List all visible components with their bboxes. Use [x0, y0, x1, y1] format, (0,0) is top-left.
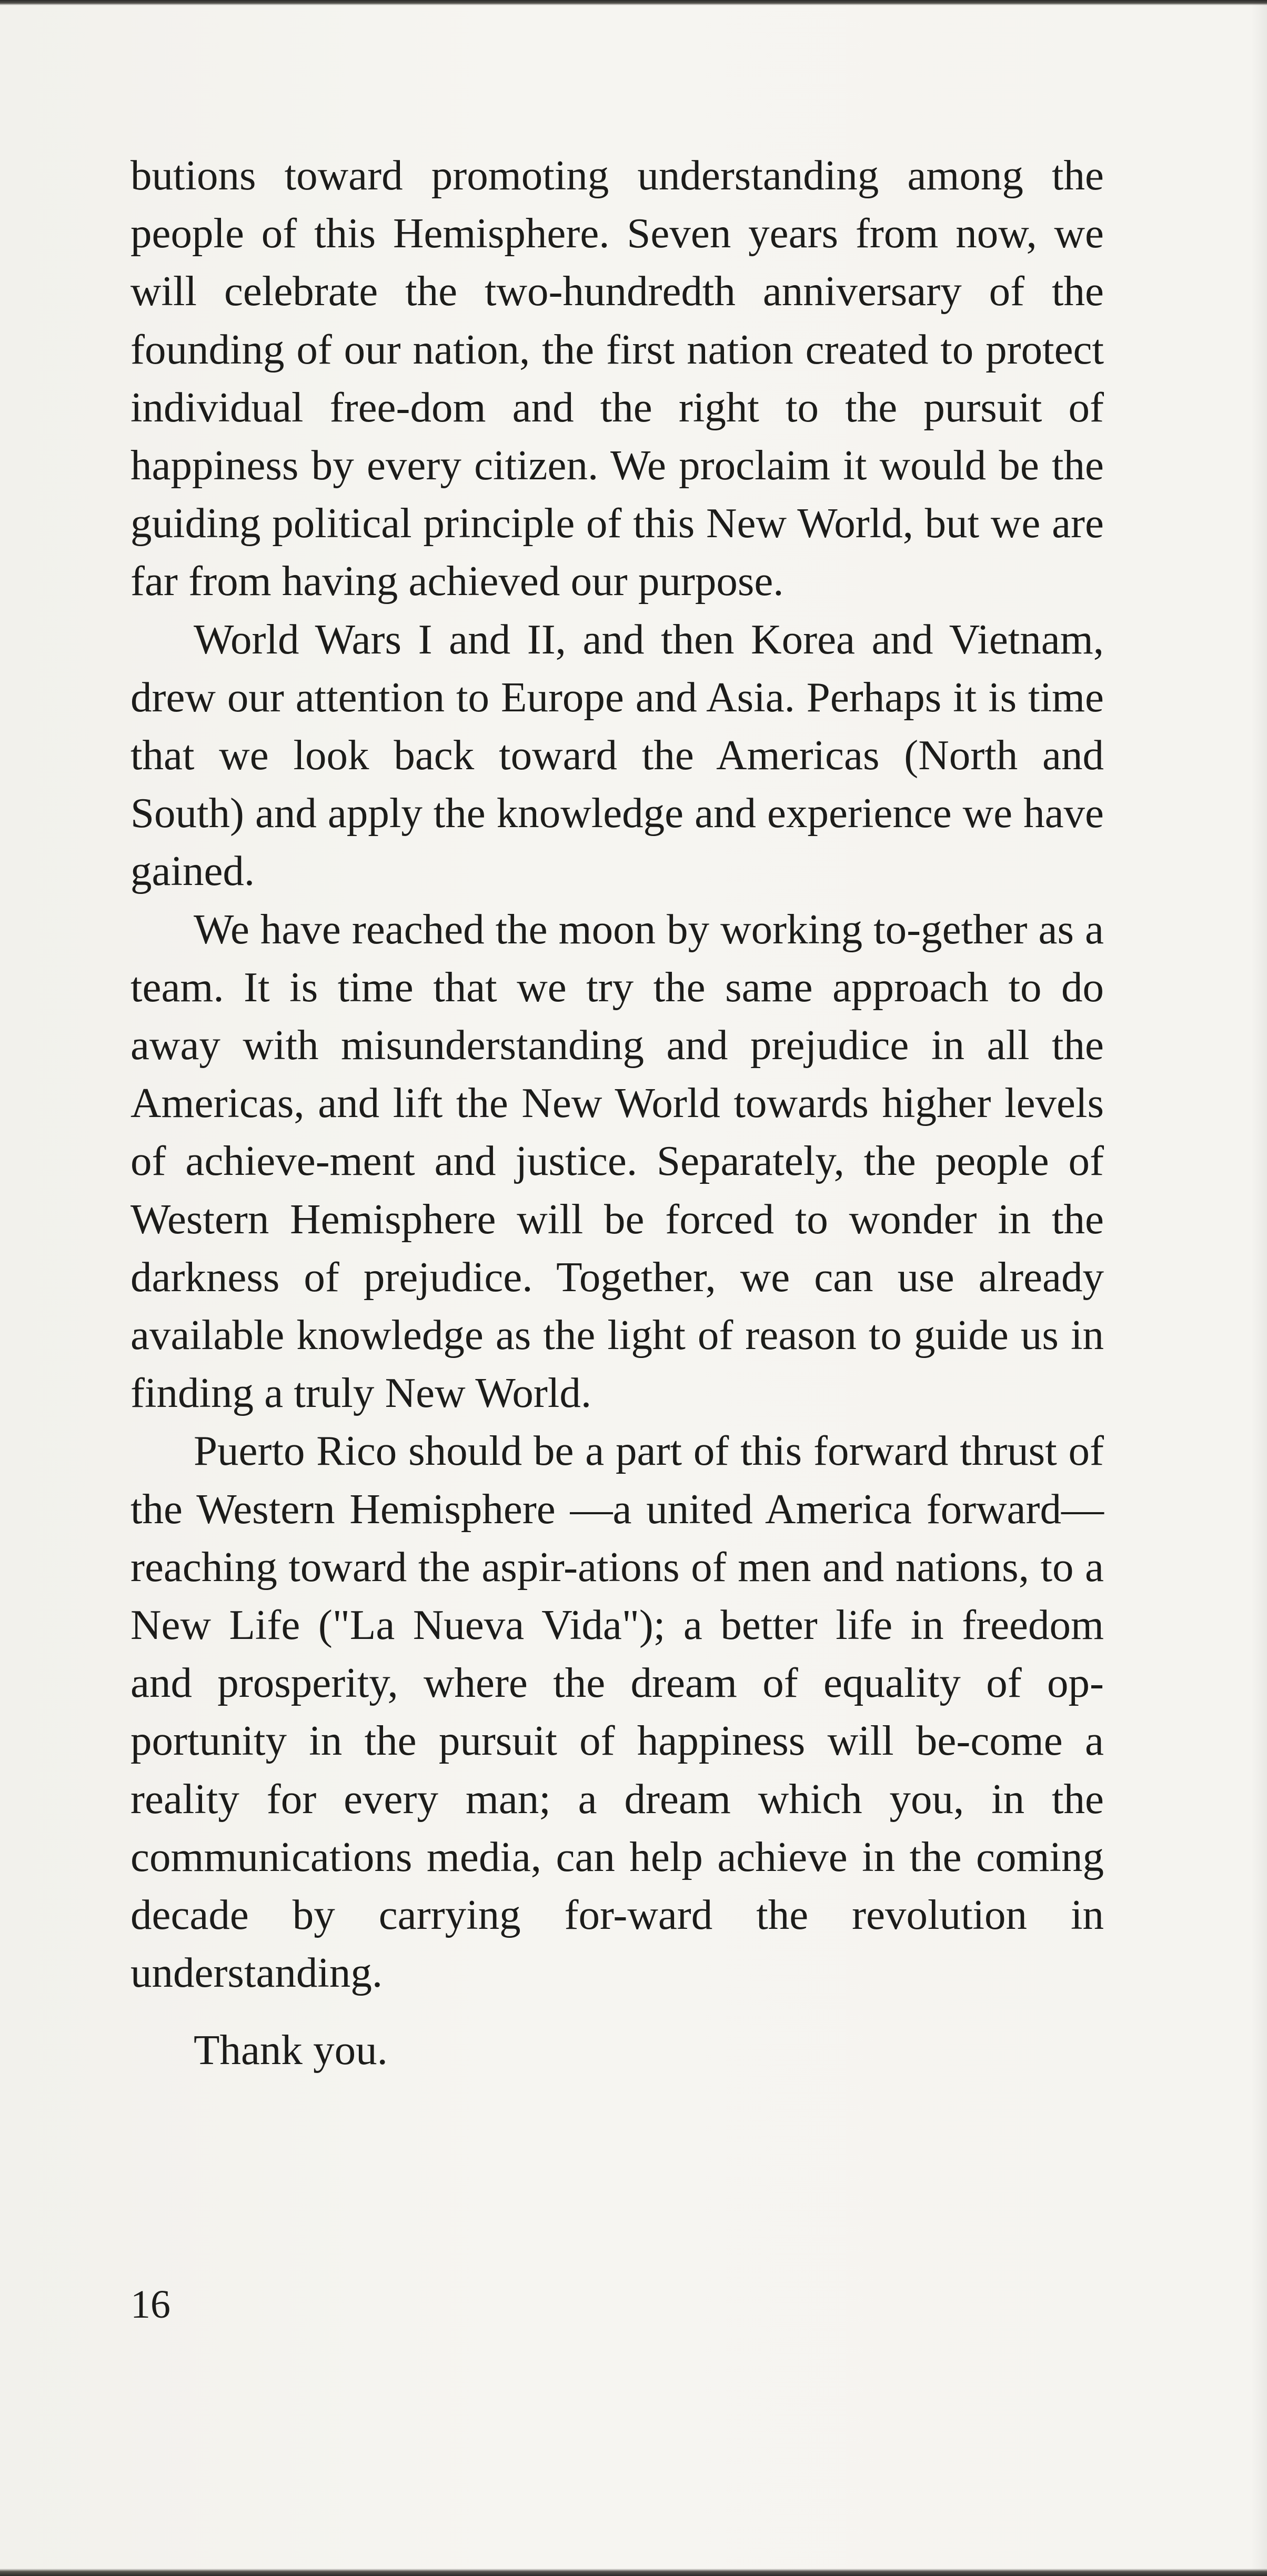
paragraph-1: butions toward promoting understanding among the people of this Hemisphere. Seven years from now, we will celebrate the two-hundredth anniversary of the founding of our nation, the first nation created to protect individual free-dom and the right to the pursuit of happiness by every citizen. We proclaim it would be the guiding political principle of this New World, but we are far from having achieved our purpose.: [130, 152, 1104, 605]
paragraph-3: We have reached the moon by working to-gether as a team. It is time that we try the same approach to do away with misunderstanding and prejudice in all the Americas, and lift the New World towards higher levels of achieve-ment and justice. Separately, the people of Western Hemisphere will be forced to wonder in the darkness of prejudice. Together, we can use already available knowledge as the light of reason to guide us in finding a truly New World.: [130, 905, 1104, 1417]
closing-line: Thank you.: [194, 2026, 388, 2074]
page-number: 16: [130, 2282, 170, 2327]
page-bottom-edge: [0, 2569, 1267, 2576]
paragraph-4: Puerto Rico should be a part of this forward thrust of the Western Hemisphere —a united America forward— reaching toward the aspir-ations of men and nations, to a New Life ("La Nueva Vida"); a better life in freedom and prosperity, where the dream of equality of op-portunity in the pursuit of happiness will be-come a reality for every man; a dream which you, in the communications media, can help achieve in the coming decade by carrying for-ward the revolution in understanding.: [130, 1427, 1104, 1997]
page-top-edge: [0, 0, 1267, 5]
body-text: [130, 146, 1104, 2079]
paragraph-2: World Wars I and II, and then Korea and Vietnam, drew our attention to Europe and Asia. Perhaps it is time that we look back toward the Americas (North and South) and apply the knowledge and experience we have gained.: [130, 615, 1104, 895]
page-right-shadow: [1251, 0, 1267, 2576]
